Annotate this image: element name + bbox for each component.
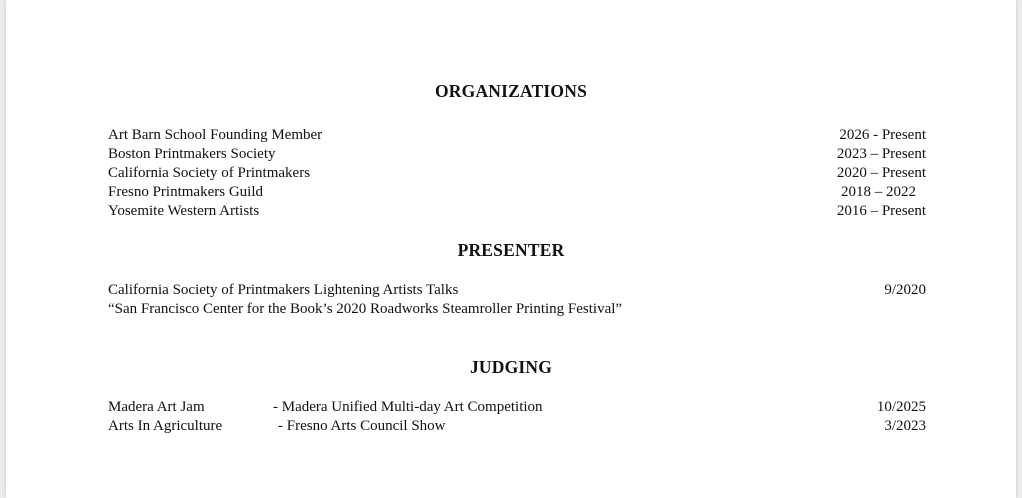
- organization-dates: 2020 – Present: [836, 165, 926, 181]
- organization-name: Yosemite Western Artists: [108, 203, 260, 219]
- organizations-heading: ORGANIZATIONS: [434, 81, 588, 101]
- organization-dates: 2026 - Present: [839, 127, 926, 143]
- organization-row: [108, 145, 926, 164]
- judging-event: Madera Art Jam: [108, 399, 205, 415]
- organization-name: Fresno Printmakers Guild: [108, 184, 263, 200]
- organization-dates: 2018 – 2022: [841, 184, 916, 200]
- presenter-talk: California Society of Printmakers Lightening Artists Talks: [108, 282, 459, 298]
- organization-name: Art Barn School Founding Member: [108, 127, 323, 143]
- presenter-row: [108, 281, 926, 300]
- judging-row: [108, 398, 926, 417]
- presenter-row: [108, 300, 926, 319]
- organization-dates: 2023 – Present: [836, 146, 926, 162]
- organization-row: [108, 164, 926, 183]
- presenter-heading: PRESENTER: [457, 240, 565, 260]
- organization-name: California Society of Printmakers: [108, 165, 311, 181]
- organization-name: Boston Printmakers Society: [108, 146, 276, 162]
- judging-event: Arts In Agriculture: [108, 418, 223, 434]
- organization-dates: 2016 – Present: [836, 203, 926, 219]
- organization-row: [108, 202, 926, 221]
- judging-row: [108, 417, 926, 436]
- judging-detail: - Madera Unified Multi-day Art Competition: [273, 399, 543, 415]
- organization-row: [108, 183, 926, 202]
- judging-heading: JUDGING: [469, 357, 553, 377]
- judging-detail: - Fresno Arts Council Show: [278, 418, 446, 434]
- judging-date: 3/2023: [884, 418, 926, 434]
- judging-date: 10/2025: [876, 399, 926, 415]
- organization-row: [108, 126, 926, 145]
- presenter-date: 9/2020: [884, 282, 926, 298]
- document-page: [6, 0, 1016, 498]
- presenter-event: “San Francisco Center for the Book’s 2020 Roadworks Steamroller Printing Festival”: [108, 301, 623, 317]
